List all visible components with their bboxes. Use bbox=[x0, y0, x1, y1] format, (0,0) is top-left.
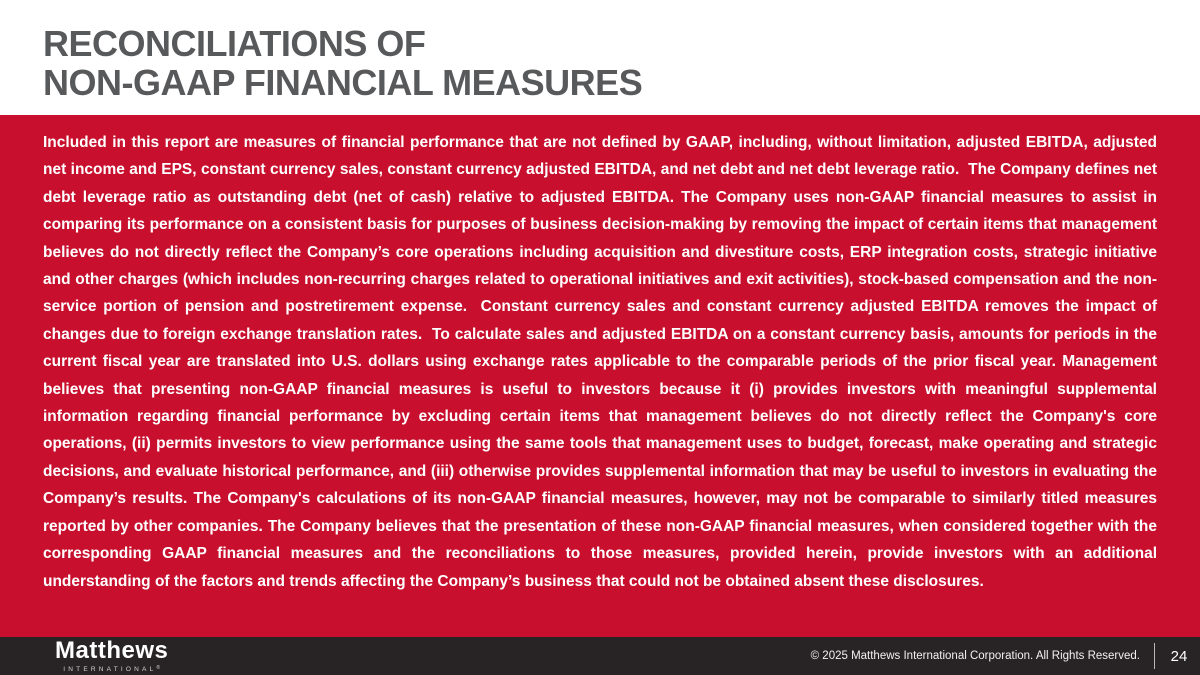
title-line-1: RECONCILIATIONS OF bbox=[43, 23, 426, 64]
copyright-text: © 2025 Matthews International Corporation. All Rights Reserved. bbox=[810, 650, 1140, 662]
matthews-logo bbox=[55, 639, 168, 673]
slide-header bbox=[0, 0, 1200, 115]
registered-trademark-icon: ® bbox=[156, 665, 161, 671]
footer-right-group bbox=[811, 637, 1190, 675]
logo-wordmark: Matthews bbox=[55, 637, 169, 664]
slide-body bbox=[0, 115, 1200, 637]
slide-title bbox=[43, 24, 642, 102]
title-line-2: NON-GAAP FINANCIAL MEASURES bbox=[43, 62, 643, 103]
logo-subtext bbox=[55, 665, 168, 673]
footer-divider bbox=[1154, 643, 1155, 669]
slide-footer bbox=[0, 637, 1200, 675]
page-number: 24 bbox=[1170, 647, 1188, 665]
non-gaap-disclosure-paragraph: Included in this report are measures of financial performance that are not defined by GAAP, including, without limitation, adjusted EBITDA, adjusted net income and EPS, constant currency sales, constant currency adjusted EBITDA, and net debt and net debt leverage ratio. The Company defines net debt leverage ratio as outstanding debt (net of cash) relative to adjusted EBITDA. The Company uses non-GAAP financial measures to assist in comparing its performance on a consistent basis for purposes of business decision-making by removing the impact of certain items that management believes do not directly reflect the Company’s core operations including acquisition and divestiture costs, ERP integration costs, strategic initiative and other charges (which includes non-recurring charges related to operational initiatives and exit activities), stock-based compensation and the non-service portion of pension and postretirement expense. Constant currency sales and constant currency adjusted EBITDA removes the impact of changes due to foreign exchange translation rates. To calculate sales and adjusted EBITDA on a constant currency basis, amounts for periods in the current fiscal year are translated into U.S. dollars using exchange rates applicable to the comparable periods of the prior fiscal year. Management believes that presenting non-GAAP financial measures is useful to investors because it (i) provides investors with meaningful supplemental information regarding financial performance by excluding certain items that management believes do not directly reflect the Company's core operations, (ii) permits investors to view performance using the same tools that management uses to budget, forecast, make operating and strategic decisions, and evaluate historical performance, and (iii) otherwise provides supplemental information that may be useful to investors in evaluating the Company’s results. The Company's calculations of its non-GAAP financial measures, however, may not be comparable to similarly titled measures reported by other companies. The Company believes that the presentation of these non-GAAP financial measures, when considered together with the corresponding GAAP financial measures and the reconciliations to those measures, provided herein, provide investors with an additional understanding of the factors and trends affecting the Company’s business that could not be obtained absent these disclosures. bbox=[43, 134, 1162, 590]
logo-subtext-label: INTERNATIONAL bbox=[63, 666, 157, 673]
